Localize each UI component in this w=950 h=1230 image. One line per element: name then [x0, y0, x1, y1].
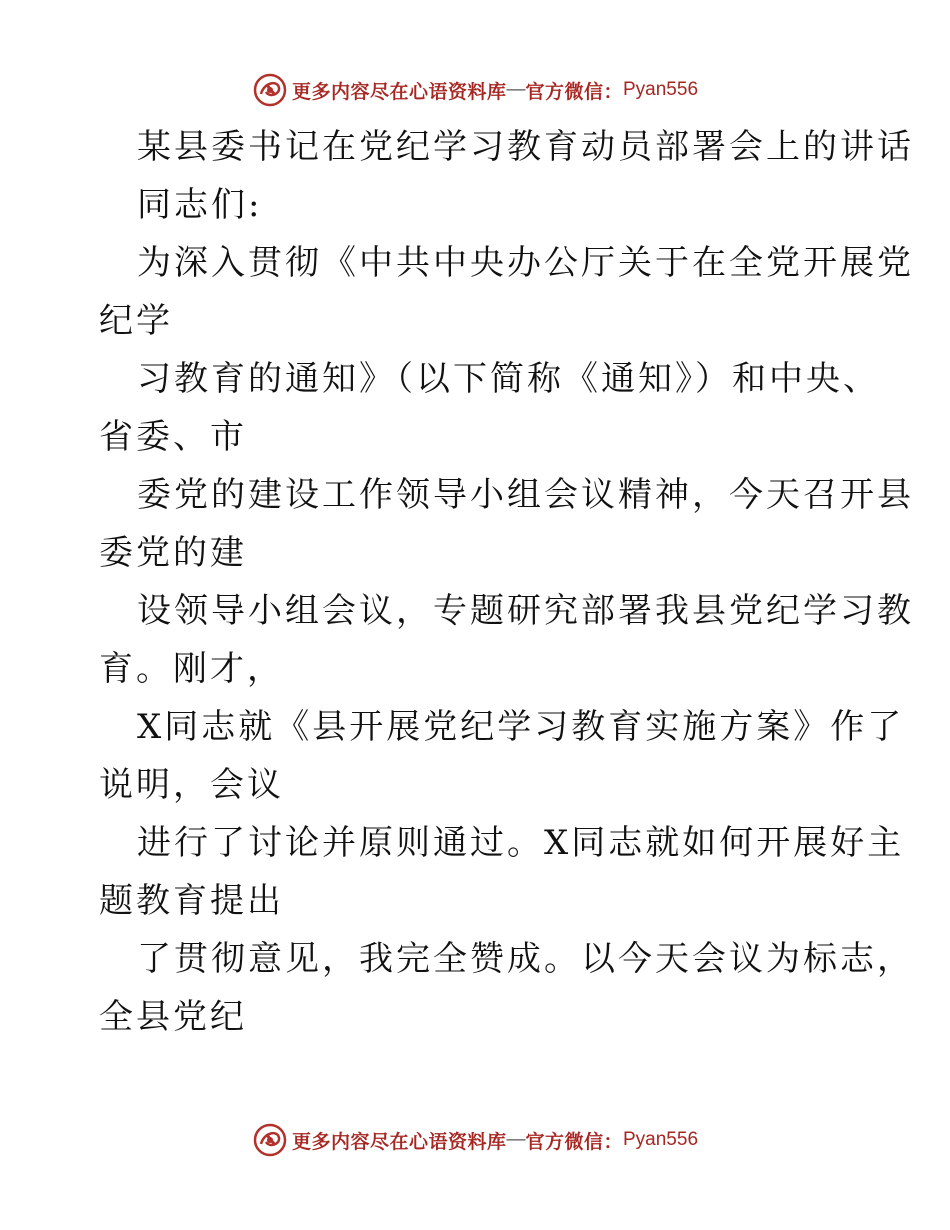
footer-banner — [0, 1120, 950, 1160]
wechat-id: Pyan556 — [623, 79, 699, 100]
paragraph-line: 纪学 — [99, 301, 173, 341]
paragraph-line: 全县党纪 — [99, 997, 247, 1037]
header-banner — [0, 70, 950, 110]
paragraph-line: 进行了讨论并原则通过。X同志就如何开展好主 — [137, 823, 905, 863]
paragraph-line: 了贯彻意见，我完全赞成。以今天会议为标志， — [137, 939, 914, 979]
paragraph-line: 题教育提出 — [99, 881, 284, 921]
banner-separator: — — [506, 1129, 526, 1150]
paragraph-line: 育。刚才， — [99, 649, 284, 689]
red-swirl-logo-icon — [252, 72, 288, 108]
wechat-label: 官方微信： — [525, 80, 623, 103]
paragraph-line: 设领导小组会议，专题研究部署我县党纪学习教 — [137, 591, 914, 631]
paragraph-line: X同志就《县开展党纪学习教育实施方案》作了 — [137, 707, 905, 747]
document-title: 某县委书记在党纪学习教育动员部署会上的讲话 — [137, 127, 914, 167]
banner-separator: — — [506, 79, 526, 100]
salutation: 同志们: — [137, 185, 263, 225]
banner-text: 更多内容尽在心语资料库 — [291, 80, 507, 103]
wechat-id: Pyan556 — [623, 1129, 699, 1150]
paragraph-line: 习教育的通知》（以下简称《通知》）和中央、 — [137, 359, 880, 399]
paragraph-line: 为深入贯彻《中共中央办公厅关于在全党开展党 — [137, 243, 914, 283]
paragraph-line: 委党的建 — [99, 533, 247, 573]
wechat-label: 官方微信： — [525, 1130, 623, 1153]
paragraph-line: 委党的建设工作领导小组会议精神，今天召开县 — [137, 475, 914, 515]
red-swirl-logo-icon — [252, 1122, 288, 1158]
paragraph-line: 说明，会议 — [99, 765, 284, 805]
paragraph-line: 省委、市 — [99, 417, 247, 457]
banner-text: 更多内容尽在心语资料库 — [291, 1130, 507, 1153]
